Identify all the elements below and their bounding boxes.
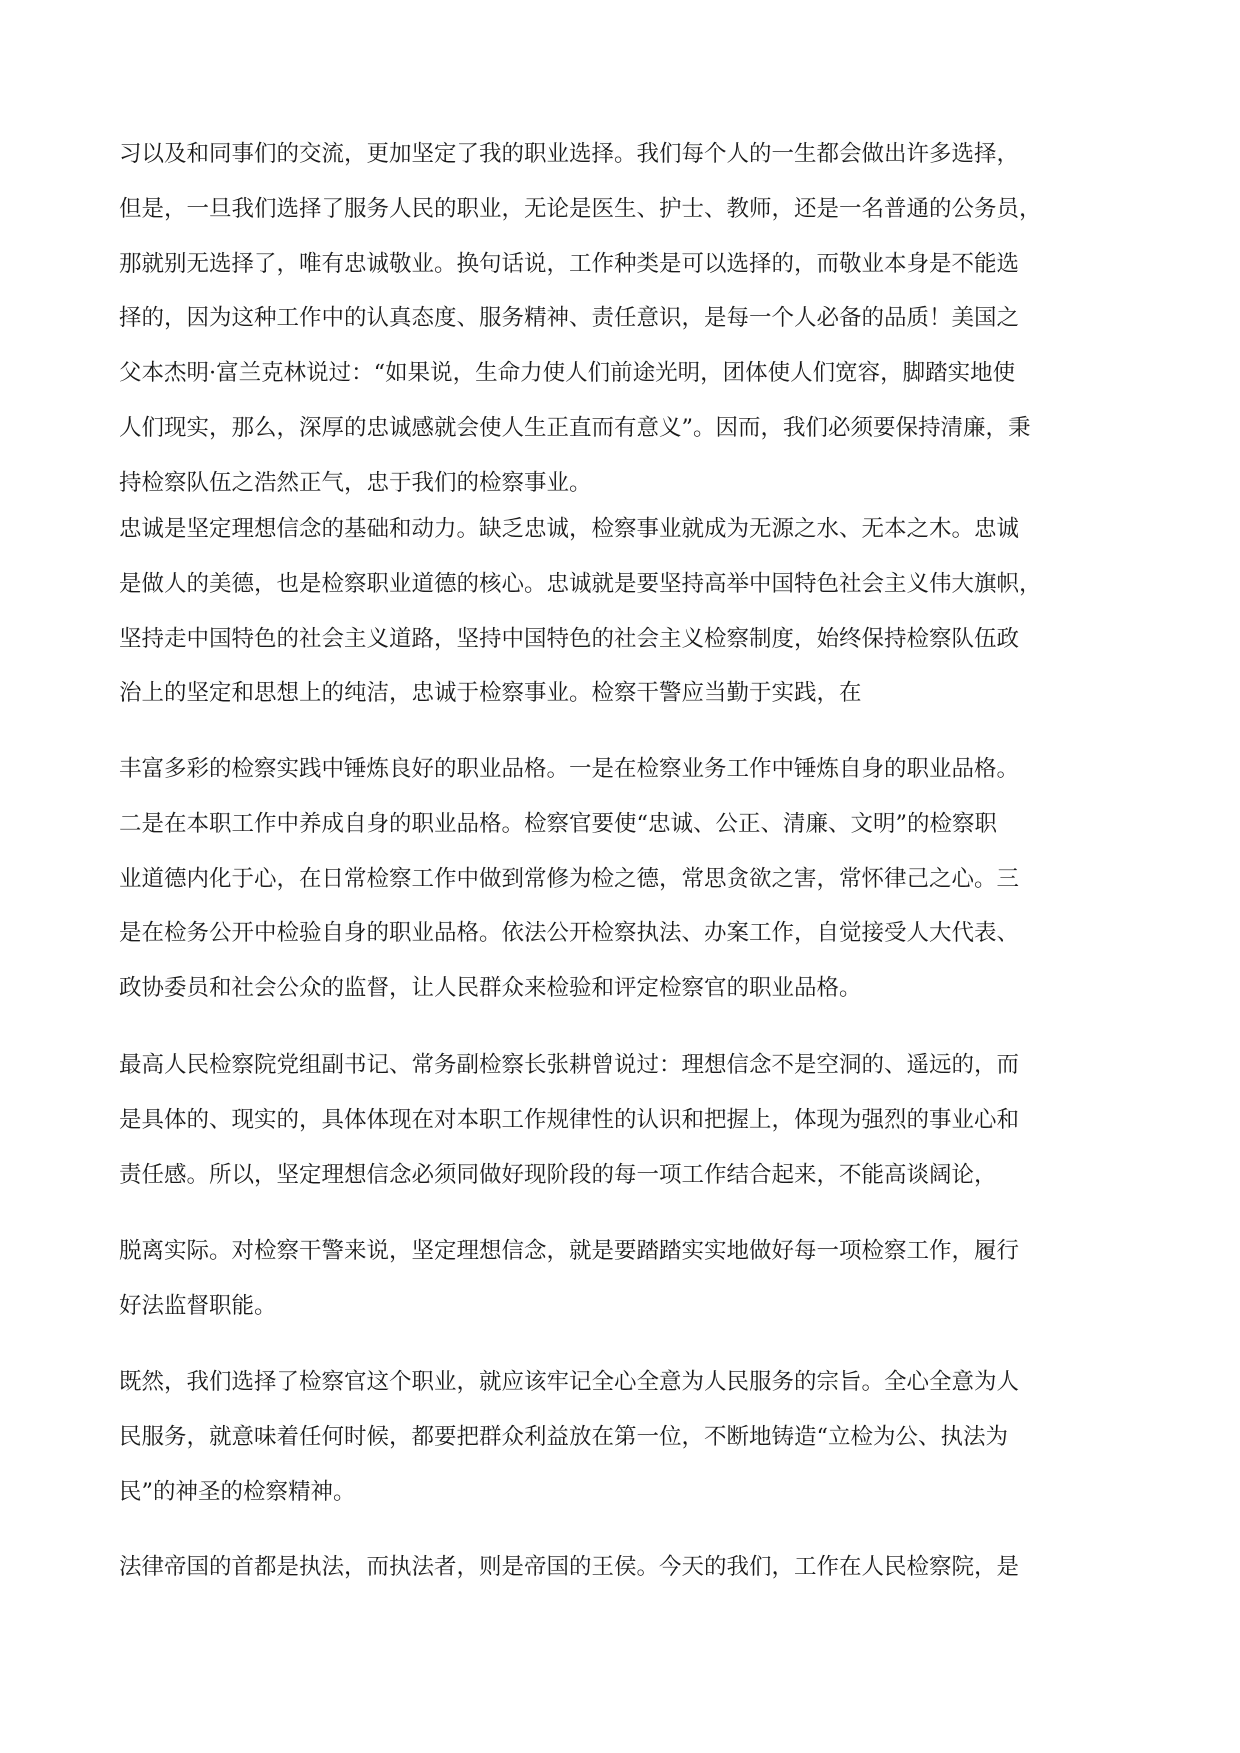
text-line: 责任感。所以，坚定理想信念必须同做好现阶段的每一项工作结合起来，不能高谈阔论，: [119, 1161, 997, 1188]
text-line: 业道德内化于心，在日常检察工作中做到常修为检之德，常思贪欲之害，常怀律己之心。三: [119, 865, 1020, 892]
text-line: 坚持走中国特色的社会主义道路，坚持中国特色的社会主义检察制度，始终保持检察队伍政: [119, 625, 1020, 652]
paragraph: [119, 507, 1119, 726]
text-line: 最高人民检察院党组副书记、常务副检察长张耕曾说过：理想信念不是空洞的、遥远的，而: [119, 1052, 1020, 1078]
paragraph: [119, 1043, 1119, 1207]
text-line: 忠诚是坚定理想信念的基础和动力。缺乏忠诚，检察事业就成为无源之水、无本之木。忠诚: [119, 516, 1020, 542]
text-line: 法律帝国的首都是执法，而执法者，则是帝国的王侯。今天的我们，工作在人民检察院，是: [119, 1554, 1020, 1580]
text-line: 丰富多彩的检察实践中锤炼良好的职业品格。一是在检察业务工作中锤炼自身的职业品格。: [119, 756, 1020, 782]
text-line: 习以及和同事们的交流，更加坚定了我的职业选择。我们每个人的一生都会做出许多选择，: [119, 141, 1020, 167]
paragraph: [119, 1229, 1119, 1339]
text-line: 二是在本职工作中养成自身的职业品格。检察官要使“忠诚、公正、清廉、文明”的检察职: [119, 810, 998, 837]
text-line: 民”的神圣的检察精神。: [119, 1478, 356, 1505]
paragraph: [119, 747, 1119, 1021]
paragraph: [119, 1545, 1119, 1600]
text-line: 父本杰明·富兰克林说过：“如果说，生命力使人们前途光明，团体使人们宽容，脚踏实地使: [119, 360, 1016, 387]
text-line: 择的，因为这种工作中的认真态度、服务精神、责任意识，是每一个人必备的品质！美国之: [119, 305, 1020, 332]
text-line: 脱离实际。对检察干警来说，坚定理想信念，就是要踏踏实实地做好每一项检察工作，履行: [119, 1238, 1020, 1264]
text-line: 民服务，就意味着任何时候，都要把群众利益放在第一位，不断地铸造“立检为公、执法为: [119, 1423, 1009, 1450]
text-line: 那就别无选择了，唯有忠诚敬业。换句话说，工作种类是可以选择的，而敬业本身是不能选: [119, 250, 1020, 277]
paragraph: [119, 132, 1119, 516]
paragraph: [119, 1360, 1119, 1524]
text-line: 是在检务公开中检验自身的职业品格。依法公开检察执法、办案工作，自觉接受人大代表、: [119, 920, 1020, 947]
text-line: 好法监督职能。: [119, 1292, 277, 1319]
text-line: 但是，一旦我们选择了服务人民的职业，无论是医生、护士、教师，还是一名普通的公务员，: [119, 195, 1042, 222]
text-line: 人们现实，那么，深厚的忠诚感就会使人生正直而有意义”。因而，我们必须要保持清廉，秉: [119, 414, 1031, 441]
text-line: 是做人的美德，也是检察职业道德的核心。忠诚就是要坚持高举中国特色社会主义伟大旗帜，: [119, 570, 1042, 597]
text-line: 是具体的、现实的，具体体现在对本职工作规律性的认识和把握上，体现为强烈的事业心和: [119, 1106, 1020, 1133]
text-line: 持检察队伍之浩然正气，忠于我们的检察事业。: [119, 469, 592, 496]
text-line: 治上的坚定和思想上的纯洁，忠诚于检察事业。检察干警应当勤于实践，在: [119, 680, 862, 707]
text-line: 政协委员和社会公众的监督，让人民群众来检验和评定检察官的职业品格。: [119, 975, 862, 1002]
text-line: 既然，我们选择了检察官这个职业，就应该牢记全心全意为人民服务的宗旨。全心全意为人: [119, 1369, 1020, 1395]
